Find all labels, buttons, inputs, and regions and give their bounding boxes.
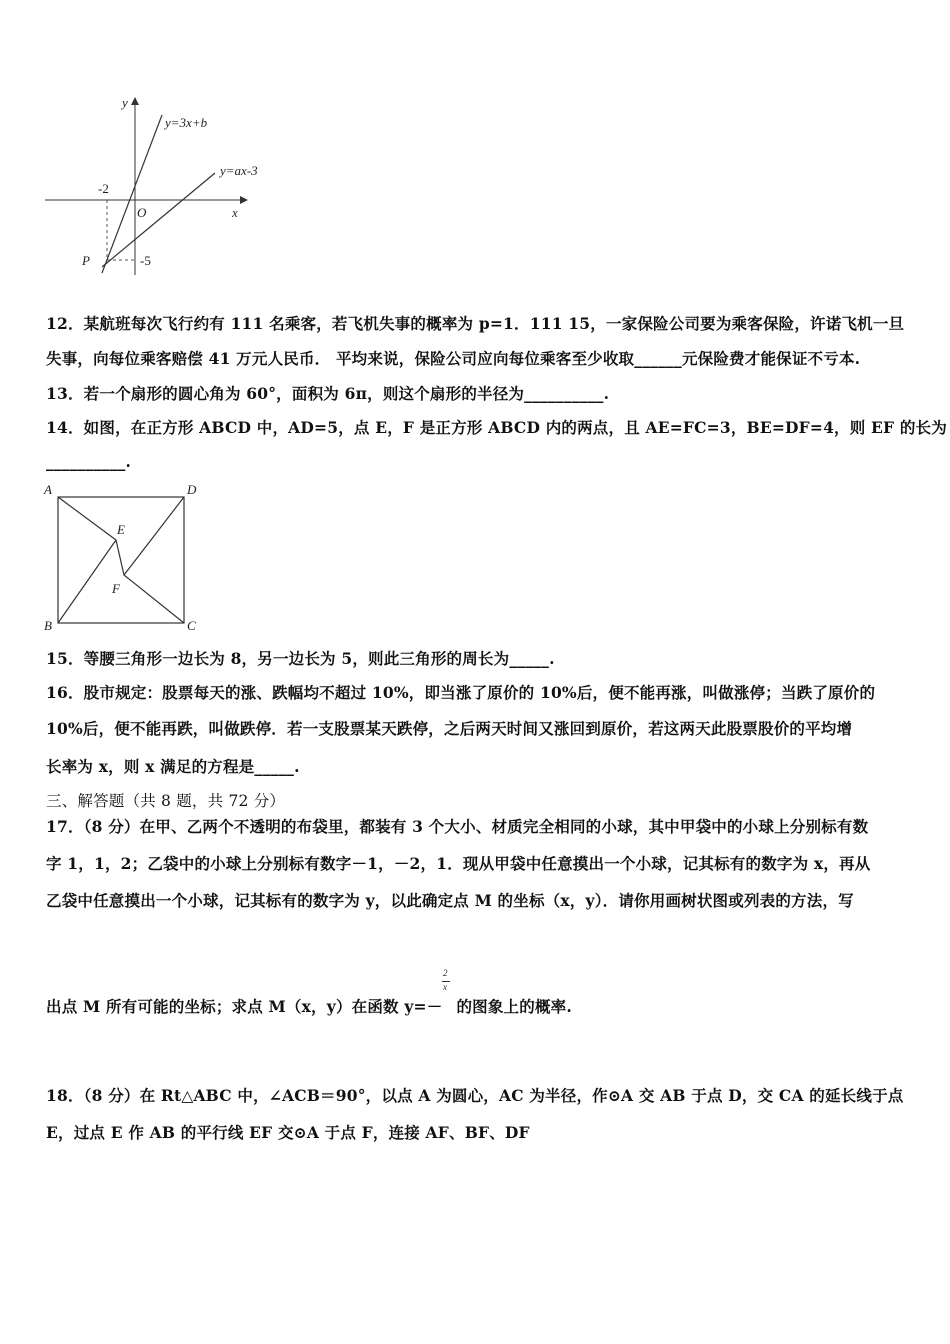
- q14-line1: 14．如图，在正方形 ABCD 中，AD=5，点 E，F 是正方形 ABCD 内的两点，且 AE=FC=3，BE=DF=4，则 EF 的长为: [46, 418, 947, 437]
- line2-label: y=ax-3: [220, 163, 258, 178]
- tick-x-label: -2: [98, 181, 109, 196]
- q17-line3: 乙袋中任意摸出一个小球，记其标有的数字为 y，以此确定点 M 的坐标（x，y）．请你用画树状图或列表的方法，写: [46, 891, 854, 910]
- x-axis-arrow: [240, 196, 248, 204]
- label-d: D: [187, 482, 197, 497]
- linear-functions-graph: [40, 95, 290, 280]
- segment-a-e-f-c: [58, 497, 184, 623]
- y-axis-arrow: [131, 97, 139, 105]
- section-3-heading: 三、解答题（共 8 题，共 72 分）: [46, 792, 286, 810]
- label-a: A: [44, 482, 52, 497]
- y-axis-label: y: [122, 95, 128, 110]
- q13-line: 13．若一个扇形的圆心角为 60°，面积为 6π，则这个扇形的半径为__________.: [46, 384, 610, 403]
- q12-line2: 失事，向每位乘客赔偿 41 万元人民币． 平均来说，保险公司应向每位乘客至少收取______元保险费才能保证不亏本.: [46, 349, 861, 368]
- q17-line2: 字 1，1，2；乙袋中的小球上分别标有数字－1，－2，1．现从甲袋中任意摸出一个小球，记其标有的数字为 x，再从: [46, 854, 871, 873]
- tick-y-label: -5: [140, 253, 151, 268]
- label-e: E: [117, 522, 125, 537]
- square-abcd-figure: [40, 480, 220, 635]
- q16-line3: 长率为 x，则 x 满足的方程是_____.: [46, 757, 300, 776]
- segment-b-e: [58, 540, 116, 623]
- q17-line4: [46, 995, 572, 1017]
- q16-line1: 16．股市规定：股票每天的涨、跌幅均不超过 10%，即当涨了原价的 10%后，便不能再涨，叫做涨停；当跌了原价的: [46, 683, 876, 702]
- q12-line1: 12．某航班每次飞行约有 111 名乘客，若飞机失事的概率为 p=1．111 15，一家保险公司要为乘客保险，许诺飞机一旦: [46, 314, 905, 333]
- q15-line: 15．等腰三角形一边长为 8，另一边长为 5，则此三角形的周长为_____.: [46, 649, 555, 668]
- x-axis-label: x: [232, 205, 238, 220]
- q18-line1: 18．（8 分）在 Rt△ABC 中，∠ACB＝90°，以点 A 为圆心，AC 为半径，作⊙A 交 AB 于点 D，交 CA 的延长线于点: [46, 1086, 904, 1105]
- point-p-label: P: [82, 253, 90, 268]
- line-y-ax-3: [102, 173, 215, 267]
- label-b: B: [44, 618, 52, 633]
- fraction-denominator: x: [443, 982, 447, 992]
- line1-label: y=3x+b: [165, 115, 208, 130]
- origin-label: O: [137, 205, 147, 220]
- line-y-3x-b: [102, 115, 162, 273]
- q18-line2: E，过点 E 作 AB 的平行线 EF 交⊙A 于点 F，连接 AF、BF、DF: [46, 1123, 530, 1142]
- label-c: C: [187, 618, 196, 633]
- q16-line2: 10%后，便不能再跌，叫做跌停．若一支股票某天跌停，之后两天时间又涨回到原价，若这两天此股票股价的平均增: [46, 719, 853, 738]
- fraction-numerator: 2: [443, 968, 448, 978]
- segment-f-d: [124, 497, 184, 575]
- q14-line2: __________.: [46, 452, 132, 471]
- q17-line4-post: 的图象上的概率.: [456, 997, 572, 1016]
- label-f: F: [112, 581, 120, 596]
- q17-line4-pre: 出点 M 所有可能的坐标；求点 M（x，y）在函数 y=－: [46, 997, 443, 1016]
- q17-line1: 17．（8 分）在甲、乙两个不透明的布袋里，都装有 3 个大小、材质完全相同的小球，其中甲袋中的小球上分别标有数: [46, 817, 869, 836]
